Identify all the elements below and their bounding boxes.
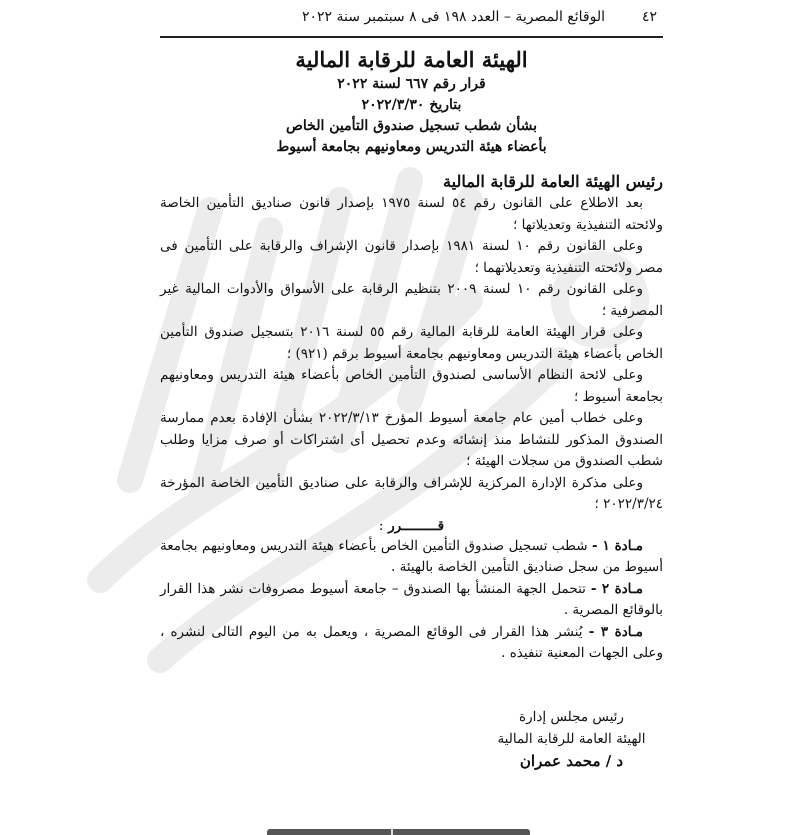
- decree-body: [160, 193, 663, 665]
- page-scrollbar[interactable]: [267, 829, 530, 835]
- issue-line: الوقائع المصرية – العدد ١٩٨ فى ٨ سبتمبر سنة ٢٠٢٢: [302, 9, 605, 25]
- article-text: شطب تسجيل صندوق التأمين الخاص بأعضاء هيئة التدريس ومعاونيهم بجامعة أسيوط من سجل صناديق التأمين الخاصة بالهيئة .: [160, 537, 663, 575]
- preamble-paragraph: بعد الاطلاع على القانون رقم ٥٤ لسنة ١٩٧٥ بإصدار قانون صناديق التأمين الخاصة ولائحته التنفيذية وتعديلاتها ؛: [160, 195, 663, 233]
- article-label: مـادة ٣ -: [588, 623, 644, 640]
- decree-title-block: [160, 46, 663, 158]
- decree-subject-line-1: بشأن شطب تسجيل صندوق التأمين الخاص: [285, 118, 537, 134]
- decided-word: قـــــــــرر: [388, 517, 445, 534]
- preamble-paragraph: وعلى القانون رقم ١٠ لسنة ٢٠٠٩ بتنظيم الرقابة على الأسواق والأدوات المالية غير المصرفية ؛: [160, 281, 663, 319]
- signature-title-line-1: رئيس مجلس إدارة: [519, 709, 624, 725]
- article-2: [160, 579, 663, 622]
- signature-title-line-2: الهيئة العامة للرقابة المالية: [497, 731, 646, 747]
- decided-heading: [160, 516, 663, 536]
- decided-colon: :: [378, 517, 384, 534]
- preamble-paragraph: وعلى قرار الهيئة العامة للرقابة المالية رقم ٥٥ لسنة ٢٠١٦ بتسجيل صندوق التأمين الخاص بأعضاء هيئة التدريس ومعاونيهم بجامعة أسيوط برقم (٩٢١) ؛: [160, 324, 663, 362]
- article-label: مـادة ٢ -: [590, 580, 643, 597]
- article-3: [160, 622, 663, 665]
- gazette-page: [160, 0, 663, 835]
- article-1: [160, 536, 663, 579]
- header-divider: [160, 36, 663, 38]
- preamble-paragraph: وعلى خطاب أمين عام جامعة أسيوط المؤرخ ٢٠٢٢/٣/١٣ بشأن الإفادة بعدم ممارسة الصندوق المذكور للنشاط منذ إنشائه وعدم تحصيل أى اشتراكات أو صرف مزايا وطلب شطب الصندوق من سجلات الهيئة ؛: [160, 410, 663, 469]
- page-number: ٤٢: [641, 9, 657, 25]
- authority-title: الهيئة العامة للرقابة المالية: [295, 47, 528, 72]
- article-text: يُنشر هذا القرار فى الوقائع المصرية ، ويعمل به من اليوم التالى لنشره ، وعلى الجهات المعنية تنفيذه .: [160, 623, 663, 661]
- article-label: مـادة ١ -: [591, 537, 643, 554]
- signatory-name: د / محمد عمران: [519, 752, 624, 770]
- signature-block: [480, 706, 663, 772]
- president-heading: رئيس الهيئة العامة للرقابة المالية: [443, 172, 663, 191]
- preamble-paragraph: وعلى مذكرة الإدارة المركزية للإشراف والرقابة على صناديق التأمين الخاصة المؤرخة ٢٠٢٢/٣/٢٤ ؛: [160, 474, 663, 512]
- decree-date: بتاريخ ٢٠٢٢/٣/٣٠: [361, 97, 462, 113]
- article-text: تتحمل الجهة المنشأ بها الصندوق – جامعة أسيوط مصروفات نشر هذا القرار بالوقائع المصرية .: [160, 580, 663, 618]
- preamble-paragraph: وعلى القانون رقم ١٠ لسنة ١٩٨١ بإصدار قانون الإشراف والرقابة على التأمين فى مصر ولائحته التنفيذية وتعديلاتهما ؛: [160, 238, 663, 276]
- running-header: [160, 6, 663, 28]
- scrollbar-separator: [391, 829, 393, 835]
- decree-subject-line-2: بأعضاء هيئة التدريس ومعاونيهم بجامعة أسيوط: [276, 139, 547, 155]
- decree-number: قرار رقم ٦٦٧ لسنة ٢٠٢٢: [337, 76, 486, 92]
- preamble-paragraph: وعلى لائحة النظام الأساسى لصندوق التأمين الخاص بأعضاء هيئة التدريس ومعاونيهم بجامعة أسيوط ؛: [160, 367, 663, 405]
